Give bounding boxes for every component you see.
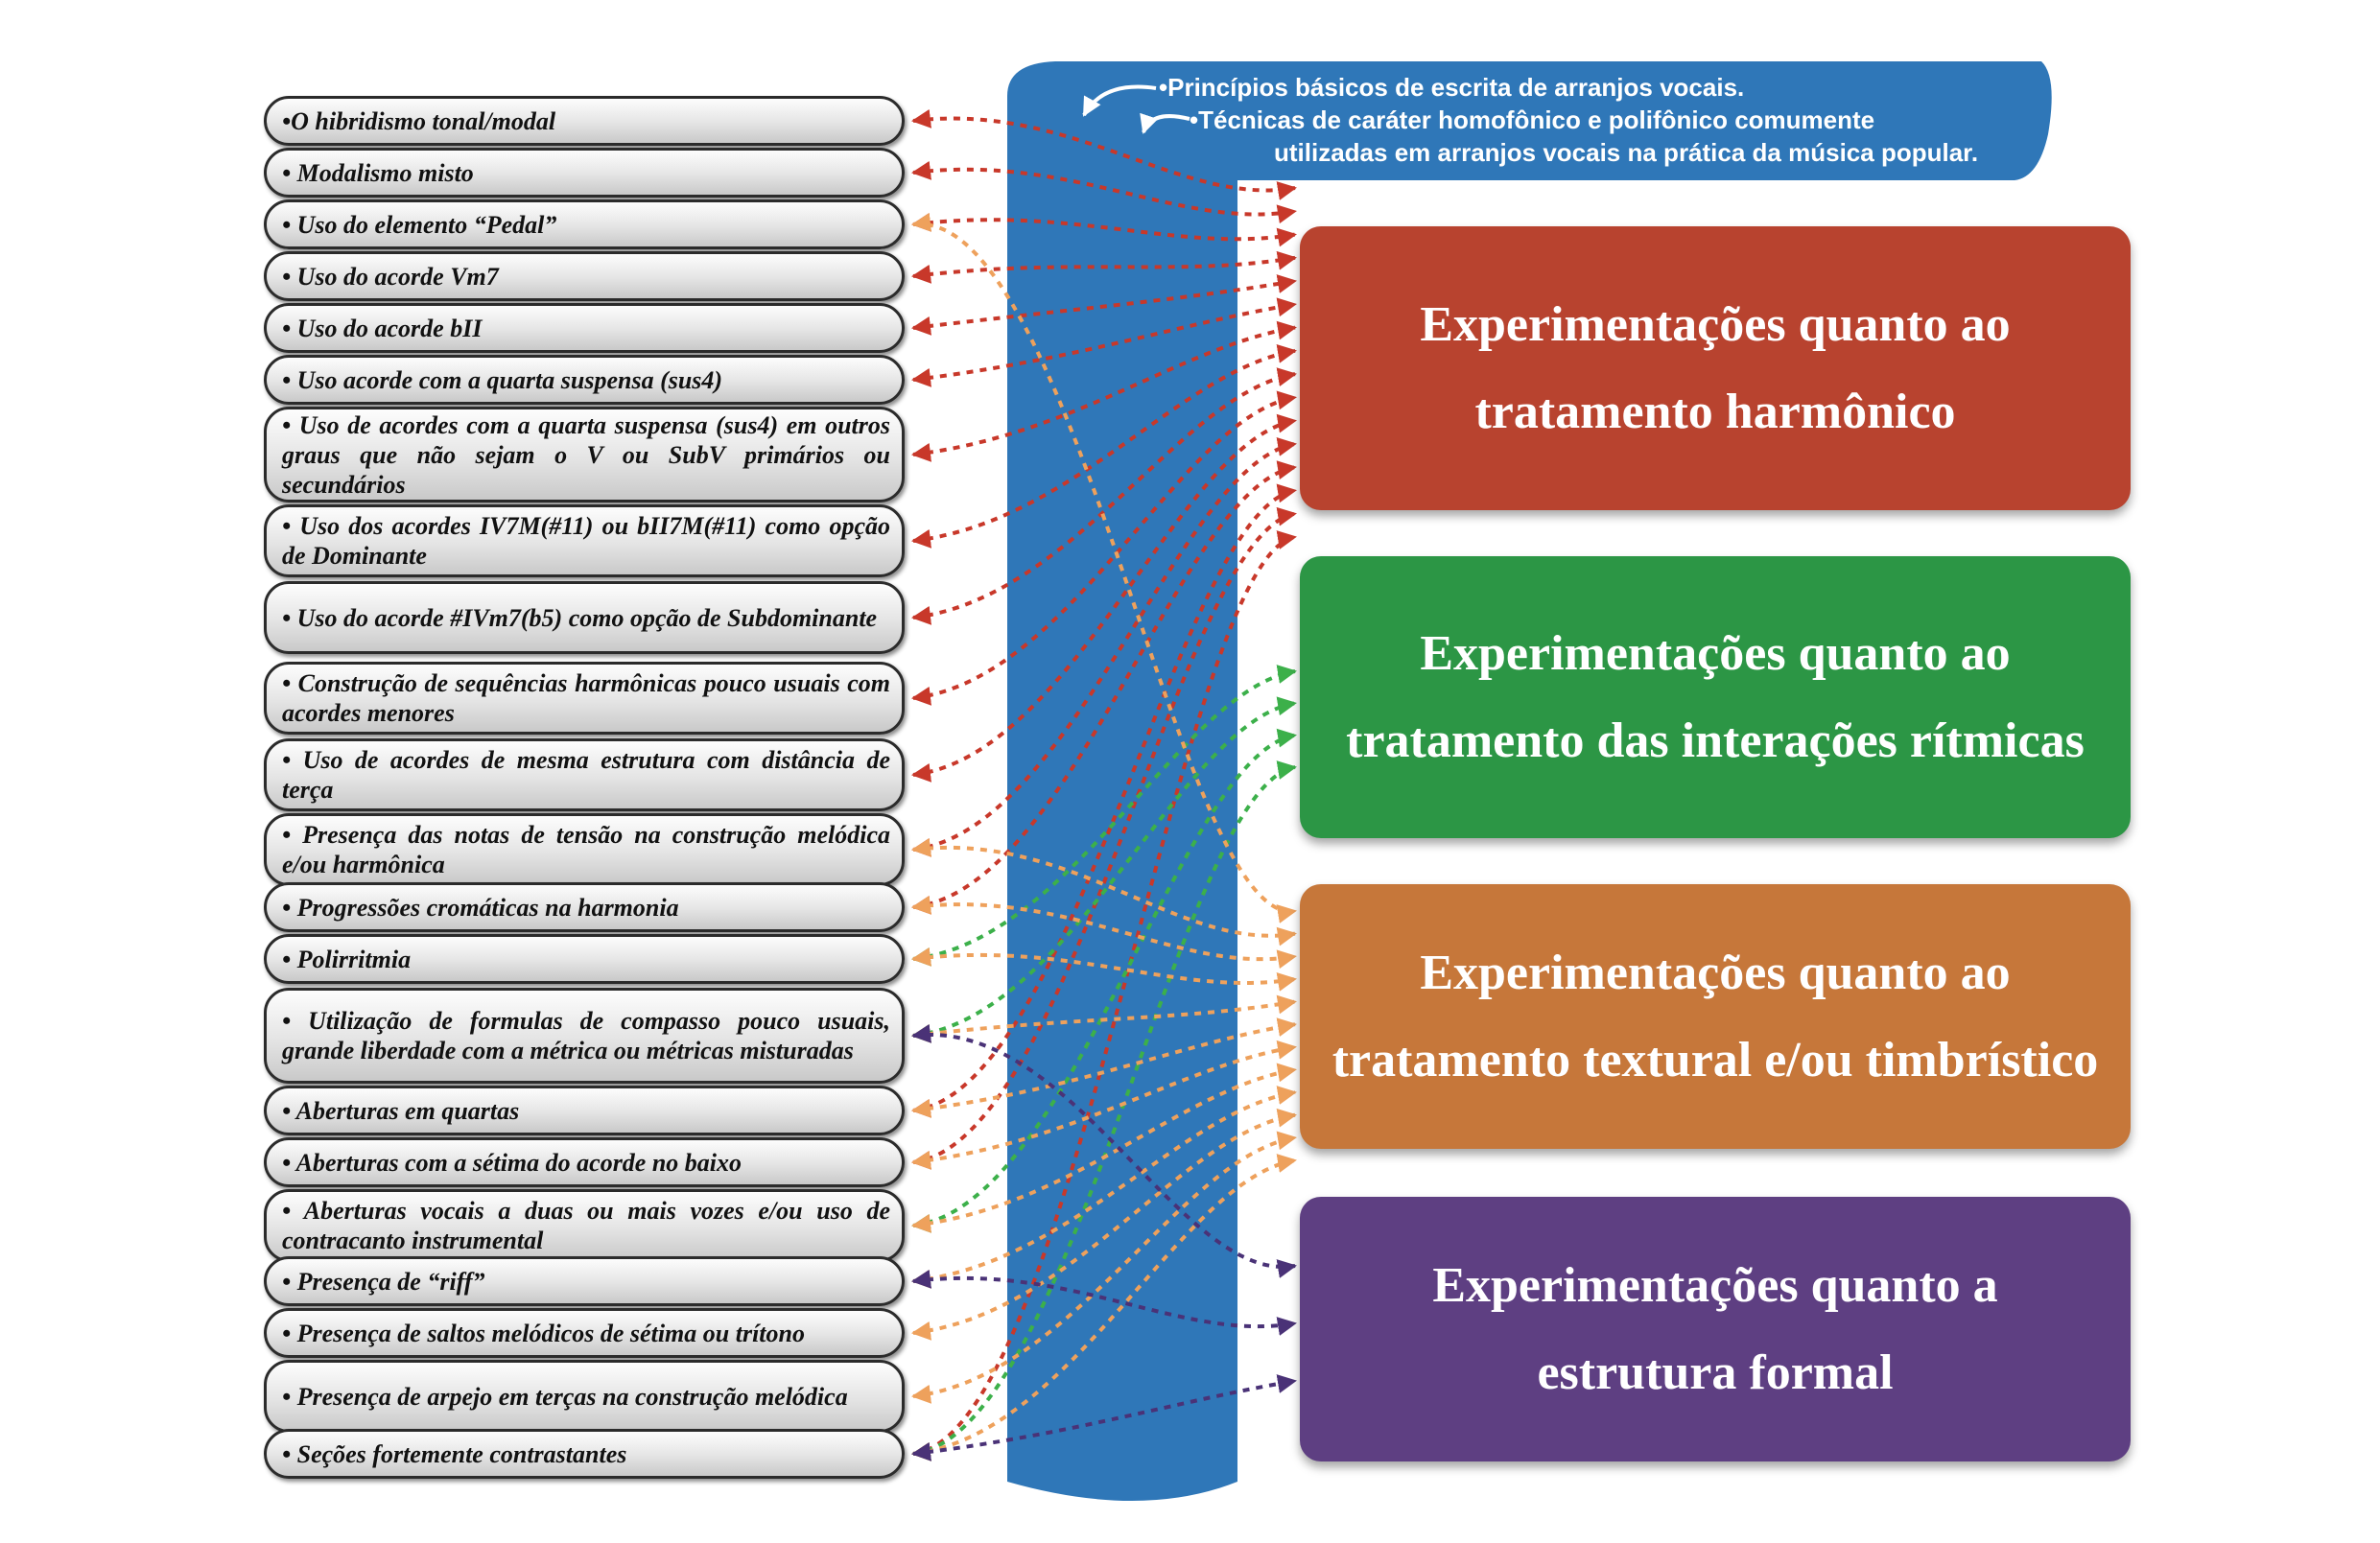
category-formal <box>1300 1197 2131 1461</box>
item-saltos-melodicos: • Presença de saltos melódicos de sétima ou trítono <box>264 1308 905 1358</box>
item-pedal: • Uso do elemento “Pedal” <box>264 199 905 249</box>
item-formulas-compasso: • Utilização de formulas de compasso pouco usuais, grande liberdade com a métrica ou métricas misturadas <box>264 988 905 1084</box>
item-iv7m: • Uso dos acordes IV7M(#11) ou bII7M(#11) como opção de Dominante <box>264 504 905 577</box>
item-hibridismo: •O hibridismo tonal/modal <box>264 96 905 146</box>
category-textural-line2: tratamento textural e/ou timbrístico <box>1331 1033 2099 1087</box>
category-textural-line1: Experimentações quanto ao <box>1420 946 2011 1000</box>
item-riff: • Presença de “riff” <box>264 1256 905 1306</box>
category-harmonic-line2: tratamento harmônico <box>1474 385 1956 439</box>
category-formal-line2: estrutura formal <box>1537 1345 1894 1400</box>
item-secoes-contrastantes: • Seções fortemente contrastantes <box>264 1429 905 1479</box>
item-setima-baixo: • Aberturas com a sétima do acorde no baixo <box>264 1137 905 1187</box>
category-harmonic-line1: Experimentações quanto ao <box>1420 297 2011 352</box>
item-bii: • Uso do acorde bII <box>264 303 905 353</box>
category-rhythmic <box>1300 556 2131 838</box>
item-modalismo: • Modalismo misto <box>264 148 905 198</box>
category-harmonic <box>1300 226 2131 510</box>
category-rhythmic-line2: tratamento das interações rítmicas <box>1346 713 2085 768</box>
item-sus4: • Uso acorde com a quarta suspensa (sus4) <box>264 355 905 405</box>
item-aberturas-vocais: • Aberturas vocais a duas ou mais vozes e/ou uso de contracanto instrumental <box>264 1189 905 1262</box>
item-ivm7b5: • Uso do acorde #IVm7(b5) como opção de Subdominante <box>264 581 905 654</box>
banner-line-3: utilizadas em arranjos vocais na prática da música popular. <box>1274 138 1979 167</box>
item-vm7: • Uso do acorde Vm7 <box>264 251 905 301</box>
item-arpejo-tercas: • Presença de arpejo em terças na construção melódica <box>264 1360 905 1433</box>
item-notas-tensao: • Presença das notas de tensão na construção melódica e/ou harmônica <box>264 813 905 886</box>
item-sus4-outros-graus: • Uso de acordes com a quarta suspensa (sus4) em outros graus que não sejam o V ou SubV primários ou secundários <box>264 407 905 503</box>
banner-line-2: •Técnicas de caráter homofônico e polifônico comumente <box>1190 105 1875 134</box>
category-textural <box>1300 884 2131 1149</box>
category-rhythmic-line1: Experimentações quanto ao <box>1420 626 2011 681</box>
item-polirritmia: • Polirritmia <box>264 934 905 984</box>
item-aberturas-quartas: • Aberturas em quartas <box>264 1086 905 1135</box>
item-sequencias: • Construção de sequências harmônicas pouco usuais com acordes menores <box>264 662 905 735</box>
item-progressoes-cromaticas: • Progressões cromáticas na harmonia <box>264 882 905 932</box>
item-distancia-terca: • Uso de acordes de mesma estrutura com distância de terça <box>264 738 905 811</box>
category-formal-line1: Experimentações quanto a <box>1432 1258 1998 1313</box>
banner-line-1: •Princípios básicos de escrita de arranjos vocais. <box>1159 73 1745 102</box>
